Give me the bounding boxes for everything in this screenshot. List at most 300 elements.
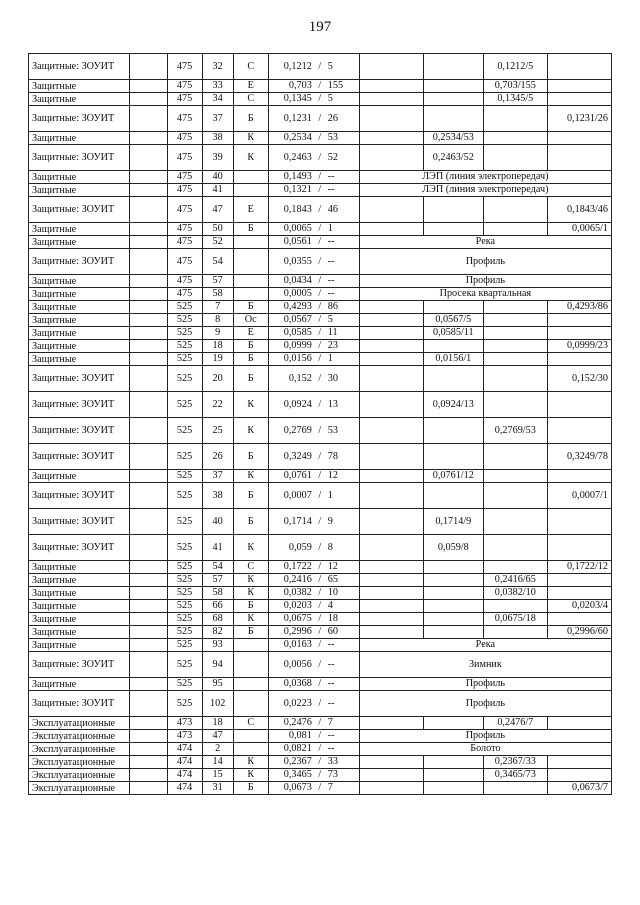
count-value: 52	[327, 151, 338, 163]
count-value: --	[327, 658, 335, 670]
area-ratio-cell	[268, 80, 359, 93]
empty-cell	[359, 587, 423, 600]
empty-cell	[130, 483, 167, 509]
category-cell: Защитные	[29, 132, 130, 145]
table-row	[29, 171, 612, 184]
measure-cell: 0,2416/65	[483, 574, 547, 587]
empty-cell	[130, 626, 167, 639]
area-ratio-cell	[268, 275, 359, 288]
table-row	[29, 444, 612, 470]
area-ratio-cell	[268, 171, 359, 184]
plot-cell: 9	[202, 327, 233, 340]
plot-cell: 19	[202, 353, 233, 366]
empty-cell	[483, 353, 547, 366]
quarter-cell: 525	[167, 600, 202, 613]
area-value: 0,059	[288, 541, 312, 553]
empty-cell	[483, 340, 547, 353]
table-row	[29, 782, 612, 795]
count-value: 53	[327, 424, 338, 436]
area-ratio-cell	[268, 223, 359, 236]
empty-cell	[423, 418, 483, 444]
empty-cell	[547, 54, 611, 80]
table-row	[29, 600, 612, 613]
type-cell	[233, 678, 268, 691]
count-value: 13	[327, 398, 338, 410]
area-value: 0,703	[288, 80, 312, 91]
empty-cell	[130, 756, 167, 769]
measure-cell: 0,2996/60	[547, 626, 611, 639]
empty-cell	[547, 587, 611, 600]
table-row	[29, 275, 612, 288]
quarter-cell: 525	[167, 444, 202, 470]
area-value: 0,0761	[283, 470, 312, 481]
empty-cell	[130, 275, 167, 288]
count-value: 60	[327, 626, 338, 637]
empty-cell	[547, 769, 611, 782]
plot-cell: 33	[202, 80, 233, 93]
empty-cell	[130, 574, 167, 587]
empty-cell	[423, 366, 483, 392]
quarter-cell: 525	[167, 613, 202, 626]
empty-cell	[359, 470, 423, 483]
area-ratio-cell	[268, 184, 359, 197]
slash-separator: /	[318, 171, 322, 182]
category-cell: Защитные: ЗОУИТ	[29, 54, 130, 80]
empty-cell	[130, 236, 167, 249]
empty-cell	[547, 613, 611, 626]
count-value: 1	[327, 489, 333, 501]
plot-cell: 26	[202, 444, 233, 470]
empty-cell	[359, 782, 423, 795]
plot-cell: 95	[202, 678, 233, 691]
measure-cell: 0,0585/11	[423, 327, 483, 340]
empty-cell	[359, 613, 423, 626]
table-row	[29, 483, 612, 509]
type-cell: Е	[233, 327, 268, 340]
type-cell: К	[233, 470, 268, 483]
quarter-cell: 475	[167, 184, 202, 197]
slash-separator: /	[318, 489, 322, 501]
category-cell: Защитные	[29, 353, 130, 366]
empty-cell	[483, 626, 547, 639]
type-cell: К	[233, 756, 268, 769]
type-cell: С	[233, 561, 268, 574]
empty-cell	[547, 93, 611, 106]
type-cell: К	[233, 769, 268, 782]
category-cell: Защитные: ЗОУИТ	[29, 366, 130, 392]
slash-separator: /	[318, 574, 322, 585]
empty-cell	[130, 288, 167, 301]
measure-cell: 0,2769/53	[483, 418, 547, 444]
type-cell	[233, 236, 268, 249]
plot-cell: 39	[202, 145, 233, 171]
plot-cell: 58	[202, 288, 233, 301]
area-ratio-cell	[268, 288, 359, 301]
area-value: 0,0223	[283, 697, 312, 709]
empty-cell	[359, 756, 423, 769]
slash-separator: /	[318, 587, 322, 598]
count-value: --	[327, 730, 335, 741]
count-value: 86	[327, 301, 338, 312]
category-cell: Защитные	[29, 600, 130, 613]
empty-cell	[130, 223, 167, 236]
measure-cell: 0,1212/5	[483, 54, 547, 80]
empty-cell	[483, 483, 547, 509]
area-value: 0,1493	[283, 171, 312, 182]
empty-cell	[547, 314, 611, 327]
category-cell: Защитные	[29, 327, 130, 340]
type-cell: К	[233, 574, 268, 587]
note-cell: Река	[359, 639, 611, 652]
area-value: 0,0673	[283, 782, 312, 793]
plot-cell: 7	[202, 301, 233, 314]
empty-cell	[423, 561, 483, 574]
slash-separator: /	[318, 301, 322, 312]
slash-separator: /	[318, 314, 322, 325]
table-row	[29, 769, 612, 782]
note-cell: Профиль	[359, 691, 611, 717]
plot-cell: 41	[202, 184, 233, 197]
empty-cell	[483, 444, 547, 470]
plot-cell: 94	[202, 652, 233, 678]
table-row	[29, 652, 612, 678]
empty-cell	[130, 171, 167, 184]
empty-cell	[359, 717, 423, 730]
area-value: 0,2463	[283, 151, 312, 163]
quarter-cell: 525	[167, 314, 202, 327]
count-value: --	[327, 275, 335, 286]
measure-cell: 0,1843/46	[547, 197, 611, 223]
empty-cell	[130, 327, 167, 340]
empty-cell	[483, 470, 547, 483]
quarter-cell: 475	[167, 171, 202, 184]
note-cell: ЛЭП (линия электропередач)	[359, 184, 611, 197]
type-cell	[233, 249, 268, 275]
empty-cell	[130, 93, 167, 106]
quarter-cell: 525	[167, 353, 202, 366]
area-ratio-cell	[268, 353, 359, 366]
empty-cell	[130, 418, 167, 444]
empty-cell	[423, 54, 483, 80]
quarter-cell: 525	[167, 392, 202, 418]
table-row	[29, 756, 612, 769]
plot-cell: 20	[202, 366, 233, 392]
type-cell: Б	[233, 340, 268, 353]
area-ratio-cell	[268, 574, 359, 587]
plot-cell: 82	[202, 626, 233, 639]
area-ratio-cell	[268, 730, 359, 743]
empty-cell	[130, 717, 167, 730]
empty-cell	[423, 106, 483, 132]
empty-cell	[130, 106, 167, 132]
empty-cell	[359, 769, 423, 782]
empty-cell	[547, 327, 611, 340]
table-row	[29, 184, 612, 197]
category-cell: Защитные: ЗОУИТ	[29, 392, 130, 418]
plot-cell: 66	[202, 600, 233, 613]
empty-cell	[423, 600, 483, 613]
count-value: 5	[327, 60, 333, 72]
count-value: 12	[327, 470, 338, 481]
category-cell: Защитные: ЗОУИТ	[29, 483, 130, 509]
empty-cell	[483, 132, 547, 145]
table-row	[29, 236, 612, 249]
empty-cell	[547, 392, 611, 418]
category-cell: Эксплуатационные	[29, 769, 130, 782]
plot-cell: 37	[202, 106, 233, 132]
area-value: 0,0821	[283, 743, 312, 754]
empty-cell	[483, 366, 547, 392]
table-row	[29, 80, 612, 93]
count-value: --	[327, 184, 335, 195]
empty-cell	[359, 574, 423, 587]
table-row	[29, 561, 612, 574]
category-cell: Защитные	[29, 613, 130, 626]
slash-separator: /	[318, 255, 322, 267]
quarter-cell: 525	[167, 301, 202, 314]
quarter-cell: 474	[167, 756, 202, 769]
measure-cell: 0,0567/5	[423, 314, 483, 327]
plot-cell: 22	[202, 392, 233, 418]
area-ratio-cell	[268, 782, 359, 795]
empty-cell	[547, 353, 611, 366]
empty-cell	[130, 314, 167, 327]
table-row	[29, 223, 612, 236]
plot-cell: 37	[202, 470, 233, 483]
count-value: 9	[327, 515, 333, 527]
empty-cell	[359, 340, 423, 353]
area-value: 0,0368	[283, 678, 312, 689]
count-value: 23	[327, 340, 338, 351]
table-row	[29, 327, 612, 340]
slash-separator: /	[318, 658, 322, 670]
category-cell: Защитные	[29, 626, 130, 639]
count-value: 5	[327, 314, 333, 325]
count-value: 26	[327, 112, 338, 124]
table-row	[29, 678, 612, 691]
slash-separator: /	[318, 275, 322, 286]
type-cell	[233, 288, 268, 301]
count-value: --	[327, 639, 335, 650]
empty-cell	[483, 223, 547, 236]
slash-separator: /	[318, 353, 322, 364]
measure-cell: 0,0156/1	[423, 353, 483, 366]
table-row	[29, 249, 612, 275]
plot-cell: 57	[202, 275, 233, 288]
area-ratio-cell	[268, 613, 359, 626]
plot-cell: 47	[202, 730, 233, 743]
category-cell: Защитные: ЗОУИТ	[29, 535, 130, 561]
type-cell: Б	[233, 782, 268, 795]
area-ratio-cell	[268, 483, 359, 509]
table-row	[29, 93, 612, 106]
table-row	[29, 626, 612, 639]
count-value: 53	[327, 132, 338, 143]
area-value: 0,1722	[283, 561, 312, 572]
category-cell: Защитные	[29, 171, 130, 184]
area-ratio-cell	[268, 132, 359, 145]
category-cell: Защитные: ЗОУИТ	[29, 691, 130, 717]
plot-cell: 18	[202, 340, 233, 353]
area-ratio-cell	[268, 418, 359, 444]
empty-cell	[359, 314, 423, 327]
area-ratio-cell	[268, 470, 359, 483]
empty-cell	[359, 106, 423, 132]
slash-separator: /	[318, 769, 322, 780]
area-value: 0,1321	[283, 184, 312, 195]
count-value: --	[327, 171, 335, 182]
area-value: 0,0585	[283, 327, 312, 338]
area-value: 0,0005	[283, 288, 312, 299]
slash-separator: /	[318, 327, 322, 338]
empty-cell	[130, 613, 167, 626]
slash-separator: /	[318, 613, 322, 624]
empty-cell	[359, 80, 423, 93]
area-value: 0,1212	[283, 60, 312, 72]
area-value: 0,0163	[283, 639, 312, 650]
count-value: 11	[327, 327, 338, 338]
area-ratio-cell	[268, 769, 359, 782]
empty-cell	[547, 145, 611, 171]
empty-cell	[547, 418, 611, 444]
quarter-cell: 475	[167, 106, 202, 132]
category-cell: Защитные	[29, 288, 130, 301]
slash-separator: /	[318, 93, 322, 104]
area-value: 0,0924	[283, 398, 312, 410]
area-ratio-cell	[268, 600, 359, 613]
empty-cell	[423, 717, 483, 730]
slash-separator: /	[318, 626, 322, 637]
note-cell: Болото	[359, 743, 611, 756]
note-cell: Река	[359, 236, 611, 249]
area-value: 0,3465	[283, 769, 312, 780]
area-value: 0,1843	[283, 203, 312, 215]
measure-cell: 0,2476/7	[483, 717, 547, 730]
measure-cell: 0,1345/5	[483, 93, 547, 106]
empty-cell	[359, 535, 423, 561]
quarter-cell: 525	[167, 327, 202, 340]
type-cell	[233, 652, 268, 678]
type-cell: Е	[233, 197, 268, 223]
measure-cell: 0,2534/53	[423, 132, 483, 145]
slash-separator: /	[318, 80, 322, 91]
table-body	[29, 54, 612, 795]
table-row	[29, 730, 612, 743]
empty-cell	[423, 756, 483, 769]
empty-cell	[483, 106, 547, 132]
slash-separator: /	[318, 184, 322, 195]
area-value: 0,2416	[283, 574, 312, 585]
note-cell: Зимник	[359, 652, 611, 678]
plot-cell: 38	[202, 132, 233, 145]
empty-cell	[130, 80, 167, 93]
empty-cell	[359, 93, 423, 106]
category-cell: Защитные: ЗОУИТ	[29, 145, 130, 171]
quarter-cell: 525	[167, 366, 202, 392]
type-cell: К	[233, 535, 268, 561]
area-value: 0,3249	[283, 450, 312, 462]
empty-cell	[130, 301, 167, 314]
area-ratio-cell	[268, 678, 359, 691]
quarter-cell: 525	[167, 652, 202, 678]
empty-cell	[359, 366, 423, 392]
table-row	[29, 691, 612, 717]
empty-cell	[359, 301, 423, 314]
area-ratio-cell	[268, 340, 359, 353]
slash-separator: /	[318, 223, 322, 234]
forest-plots-table	[28, 53, 612, 795]
area-value: 0,1714	[283, 515, 312, 527]
category-cell: Защитные	[29, 639, 130, 652]
empty-cell	[130, 145, 167, 171]
empty-cell	[130, 184, 167, 197]
empty-cell	[423, 340, 483, 353]
category-cell: Защитные	[29, 314, 130, 327]
count-value: 10	[327, 587, 338, 598]
count-value: --	[327, 743, 335, 754]
empty-cell	[423, 444, 483, 470]
empty-cell	[359, 418, 423, 444]
slash-separator: /	[318, 203, 322, 215]
category-cell: Защитные	[29, 678, 130, 691]
count-value: 4	[327, 600, 333, 611]
empty-cell	[483, 301, 547, 314]
area-value: 0,2769	[283, 424, 312, 436]
category-cell: Защитные: ЗОУИТ	[29, 106, 130, 132]
empty-cell	[359, 561, 423, 574]
slash-separator: /	[318, 782, 322, 793]
category-cell: Эксплуатационные	[29, 782, 130, 795]
slash-separator: /	[318, 151, 322, 163]
empty-cell	[547, 132, 611, 145]
measure-cell: 0,3249/78	[547, 444, 611, 470]
category-cell: Защитные	[29, 184, 130, 197]
quarter-cell: 525	[167, 587, 202, 600]
table-row	[29, 197, 612, 223]
quarter-cell: 473	[167, 730, 202, 743]
category-cell: Эксплуатационные	[29, 730, 130, 743]
category-cell: Защитные	[29, 301, 130, 314]
type-cell: Б	[233, 301, 268, 314]
count-value: --	[327, 255, 335, 267]
empty-cell	[359, 509, 423, 535]
type-cell: К	[233, 145, 268, 171]
quarter-cell: 475	[167, 275, 202, 288]
count-value: 155	[327, 80, 344, 91]
quarter-cell: 525	[167, 535, 202, 561]
type-cell	[233, 639, 268, 652]
area-value: 0,2476	[283, 717, 312, 728]
area-ratio-cell	[268, 93, 359, 106]
empty-cell	[130, 587, 167, 600]
empty-cell	[547, 574, 611, 587]
measure-cell: 0,0203/4	[547, 600, 611, 613]
table-row	[29, 717, 612, 730]
empty-cell	[130, 470, 167, 483]
table-row	[29, 353, 612, 366]
area-value: 0,152	[288, 372, 312, 384]
type-cell: К	[233, 392, 268, 418]
category-cell: Защитные	[29, 340, 130, 353]
area-ratio-cell	[268, 561, 359, 574]
count-value: 33	[327, 756, 338, 767]
slash-separator: /	[318, 717, 322, 728]
category-cell: Защитные	[29, 80, 130, 93]
empty-cell	[423, 301, 483, 314]
plot-cell: 54	[202, 561, 233, 574]
count-value: 1	[327, 353, 333, 364]
empty-cell	[130, 561, 167, 574]
